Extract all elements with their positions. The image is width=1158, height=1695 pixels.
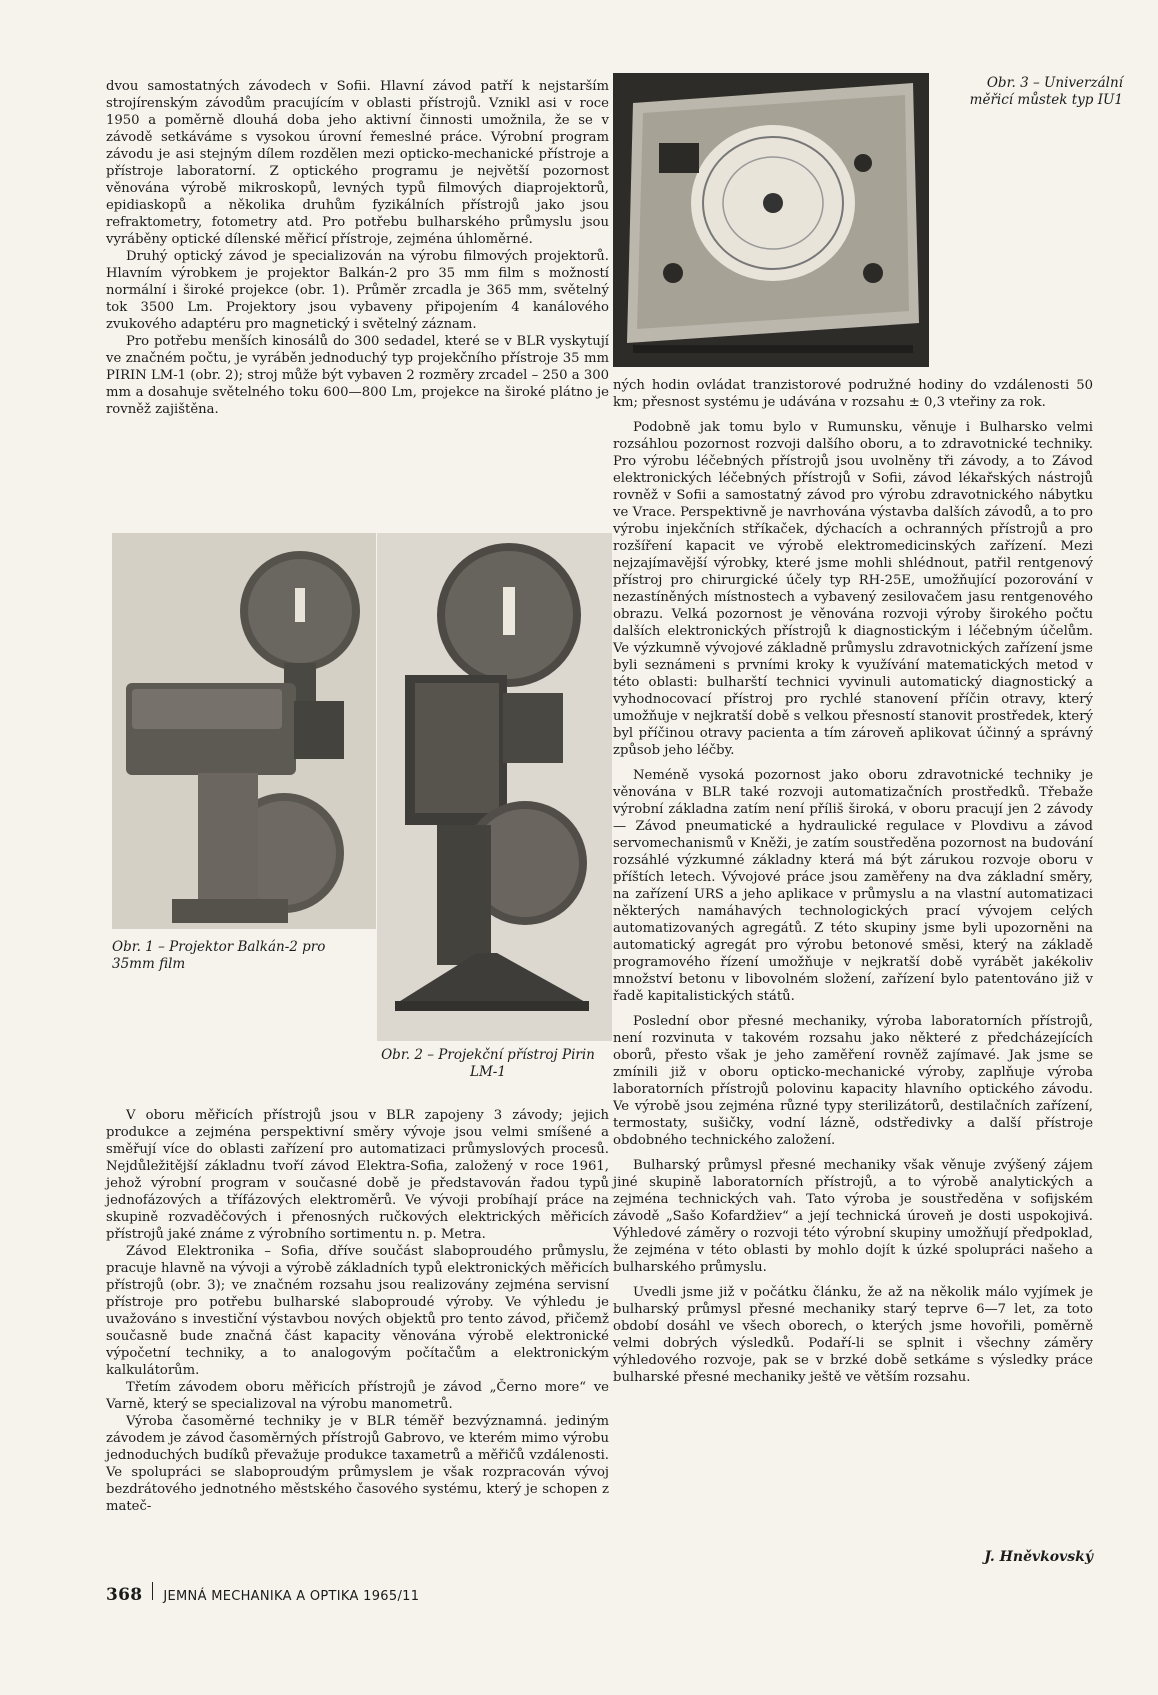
footer-divider xyxy=(152,1582,153,1600)
figure-2-caption: Obr. 2 – Projekční přístroj Pirin LM-1 xyxy=(381,1047,595,1080)
figure-3-caption: Obr. 3 – Univerzální měřicí můstek typ IU1 xyxy=(969,75,1123,108)
paragraph: Neméně vysoká pozornost jako oboru zdravotnické techniky je věnována v BLR také rozvoji automatizačních prostředků. Třebaže výrobní základna zatím není příliš široká, v oboru pracují jen 2 závody — Závod pneumatické a hydraulické regulace v Plovdivu a závod servomechanismů v Kněži, je zatím soustředěna pozornost na budování rozsáhlé výzkumné základny která má být zárukou rozvoje oboru v příštích letech. Vývojové práce jsou zaměřeny na dva základní směry, na zařízení URS a jeho aplikace v průmyslu a na vlastní automatizaci některých namáhavých technologických prací vývojem celých automatizovaných agregátů. Z této skupiny jsme byli upozorněni na automatický agregát pro výrobu betonové směsi, který na základě programového řízení umožňuje v nejkratší době vyrábět jakékoliv množství betonu v libovolném složení, zařízení bylo patentováno již v řadě kapitalistických států. xyxy=(613,768,1093,1004)
author-signature: J. Hněvkovský xyxy=(984,1549,1093,1565)
figure-2-photo xyxy=(377,533,612,1041)
left-column-bottom xyxy=(106,1107,609,1515)
paragraph: Poslední obor přesné mechaniky, výroba laboratorních přístrojů, není rozvinuta v takovém rozsahu jako některé z předcházejících oborů, přesto však je jeho zaměření rovněž zajímavé. Jak jsme se zmínili již v oboru opticko-mechanické výroby, zaplňuje výroba laboratorních přístrojů polovinu kapacity hlavního optického závodu. Ve výrobě jsou zejména různé typy sterilizátorů, destilačních zařízení, termostaty, sušičky, vodní lázně, odstředivky a další přístroje obdobného technického založení. xyxy=(613,1014,1093,1148)
paragraph: Uvedli jsme již v počátku článku, že až na několik málo vyjímek je bulharský průmysl přesné mechaniky starý teprve 6—7 let, za toto období dosáhl ve všech oborech, o kterých jsme hovořili, poměrně velmi dobrých výsledků. Podaří-li se splnit i všechny záměry výhledového rozvoje, pak se v brzké době setkáme s výsledky práce bulharské přesné mechaniky ještě ve větším rozsahu. xyxy=(613,1285,1093,1385)
figure-3-photo xyxy=(613,73,929,367)
paragraph: Výroba časoměrné techniky je v BLR téměř bezvýznamná. jediným závodem je závod časoměrných přístrojů Gabrovo, ve kterém mimo výrobu jednoduchých budíků převažuje produkce taxametrů a měřičů vzdálenosti. Ve spolupráci se slaboproudým průmyslem je však rozpracován vývoj bezdrátového jednotného městského časového systému, který je schopen z mateč- xyxy=(106,1414,609,1514)
paragraph: V oboru měřicích přístrojů jsou v BLR zapojeny 3 závody; jejich produkce a zejména perspektivní směry vývoje jsou velmi smíšené a směřují více do oblasti zařízení pro automatizaci průmyslových procesů. Nejdůležitější základnu tvoří závod Elektra-Sofia, založený v roce 1961, jehož výrobní program v současné době je představován řadou typů jednofázových a třífázových elektroměrů. Ve vývoji probíhají práce na skupině rozvaděčových i přenosných ručkových elektrických měřicích přístrojů jaké známe z výrobního sortimentu n. p. Metra. xyxy=(106,1108,609,1242)
paragraph: Druhý optický závod je specializován na výrobu filmových projektorů. Hlavním výrobkem je projektor Balkán-2 pro 35 mm film s možností normální i široké projekce (obr. 1). Průměr zrcadla je 365 mm, světelný tok 3500 Lm. Projektory jsou vybaveny připojením 4 kanálového zvukového adaptéru pro magnetický i světelný záznam. xyxy=(106,249,609,332)
measuring-bridge-illustration xyxy=(613,73,929,367)
page-number: 368 xyxy=(106,1585,143,1605)
figure-1-photo xyxy=(112,533,376,929)
paragraph: Podobně jak tomu bylo v Rumunsku, věnuje i Bulharsko velmi rozsáhlou pozornost rozvoji dalšího oboru, a to zdravotnické techniky. Pro výrobu léčebných přístrojů jsou uvolněny tři závody, a to Závod elektronických léčebných přístrojů v Sofii, závod lékařských nástrojů rovněž v Sofii a samostatný závod pro výrobu zdravotnického nábytku ve Vrace. Perspektivně je navrhována výstavba dalších závodů, a to pro výrobu injekčních stříkaček, dýchacích a ochranných přístrojů a pro rozšíření kapacit ve výrobě elektromedicinských zařízení. Mezi nejzajímavější výrobky, které jsme mohli shlédnout, patřil rentgenový přístroj pro chirurgické účely typ RH-25E, umožňující pozorování v nezastíněných místnostech a vybavený zesilovačem jasu rentgenového obrazu. Velká pozornost je věnována rozvoji výroby širokého počtu dalších elektronických přístrojů k diagnostickým i léčebným účelům. Ve výzkumně vývojové základně průmyslu zdravotnických zařízení jsme byli seznámeni s prvními kroky k využívání matematických metod v této oblasti: bulharští technici vyvinuli automatický diagnostický a vyhodnocovací přístroj pro rychlé stanovení příčin otravy, který umožňuje v nejkratší době s velkou přesností stanovit prostředek, který byl příčinou otravy pacienta a tím zároveň aplikovat účinný a správný způsob jeho léčby. xyxy=(613,420,1093,758)
paragraph: ných hodin ovládat tranzistorové podružné hodiny do vzdálenosti 50 km; přesnost systému je udávána v rozsahu ± 0,3 vteřiny za rok. xyxy=(613,378,1093,410)
page-footer xyxy=(106,1582,419,1605)
left-column-top xyxy=(106,78,609,418)
journal-name: JEMNÁ MECHANIKA A OPTIKA 1965/11 xyxy=(163,1589,420,1604)
figure-1-caption: Obr. 1 – Projektor Balkán-2 pro 35mm film xyxy=(112,939,326,972)
paragraph: Pro potřebu menších kinosálů do 300 sedadel, které se v BLR vyskytují ve značném počtu, je vyráběn jednoduchý typ projekčního přístroje 35 mm PIRIN LM-1 (obr. 2); stroj může být vybaven 2 rozměry zrcadel – 250 a 300 mm a dosahuje světelného toku 600—800 Lm, projekce na široké plátno je rovněž zajištěna. xyxy=(106,334,609,417)
paragraph: Závod Elektronika – Sofia, dříve součást slaboproudého průmyslu, pracuje hlavně na vývoji a výrobě základních typů elektronických měřicích přístrojů (obr. 3); ve značném rozsahu jsou realizovány zejména servisní přístroje pro potřebu bulharské slaboproudé výroby. Ve výhledu je uvažováno s investiční výstavbou nových objektů pro tento závod, přičemž současně bude značná část kapacity věnována výrobě elektronické výpočetní techniky, a to analogovým počítačům a elektronickým kalkulátorům. xyxy=(106,1244,609,1378)
right-column xyxy=(613,377,1093,1386)
projector-balkan-illustration xyxy=(112,533,376,929)
paragraph: Třetím závodem oboru měřicích přístrojů je závod „Černo more“ ve Varně, který se specializoval na výrobu manometrů. xyxy=(106,1380,609,1412)
projector-pirin-illustration xyxy=(377,533,612,1041)
paragraph: dvou samostatných závodech v Sofii. Hlavní závod patří k nejstarším strojírenským závodům pracujícím v oblasti přístrojů. Vznikl asi v roce 1950 a poměrně dlouhá doba jeho aktivní činnosti umožnila, že se v závodě setkáváme s vysokou úrovní řemeslné práce. Výrobní program závodu je asi stejným dílem rozdělen mezi opticko-mechanické přístroje a přístroje laboratorní. Z optického programu je největší pozornost věnována výrobě mikroskopů, levných typů filmových diaprojektorů, epidiaskopů a několika druhům fyzikálních přístrojů jako jsou refraktometry, fotometry atd. Pro potřebu bulharského průmyslu jsou vyráběny optické dílenské měřicí přístroje, zejména úhloměrné. xyxy=(106,79,609,247)
paragraph: Bulharský průmysl přesné mechaniky však věnuje zvýšený zájem jiné skupině laboratorních přístrojů, a to výrobě analytických a zejména technických vah. Tato výroba je soustředěna v sofijském závodě „Sašo Kofardžiev“ a její technická úroveň je dosti uspokojivá. Výhledové záměry o rozvoji této výrobní skupiny umožňují předpoklad, že zejména v této oblasti by mohlo dojít k úzké spolupráci našeho a bulharského průmyslu. xyxy=(613,1158,1093,1275)
